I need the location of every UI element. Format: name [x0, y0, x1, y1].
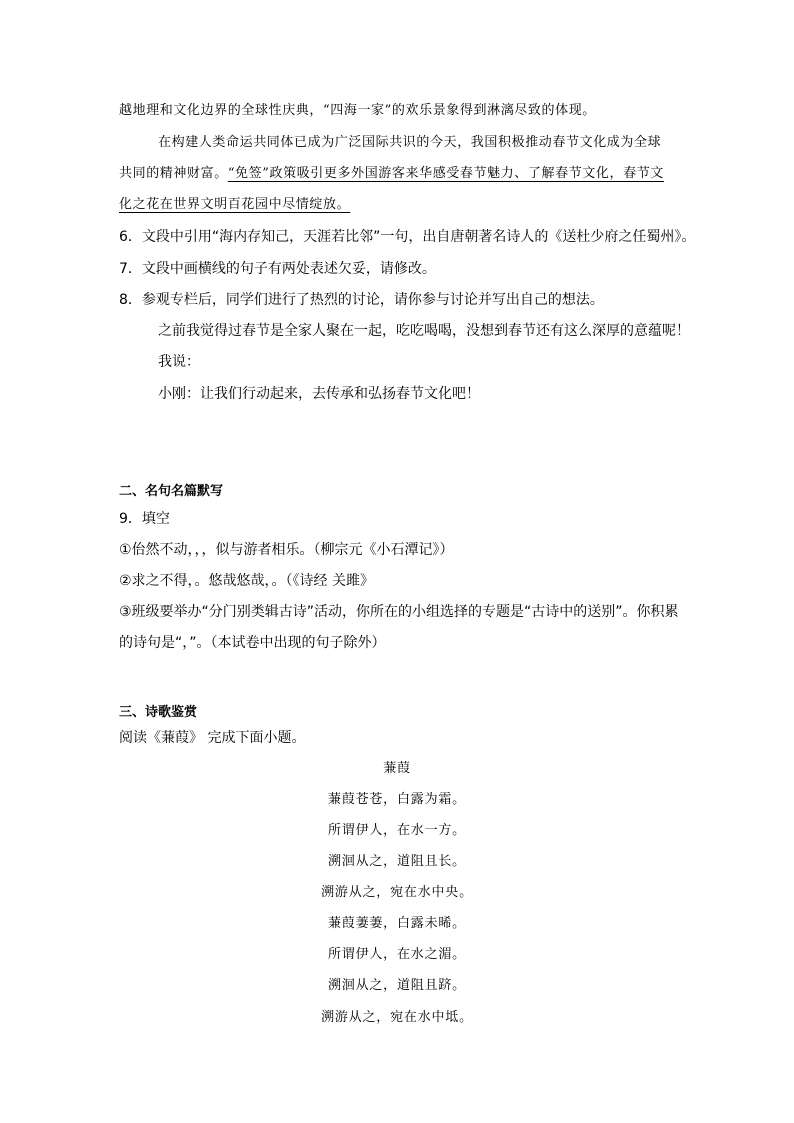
section-3-heading: 三、诗歌鉴赏 [119, 705, 198, 720]
fill-item-3-line-1: ③班级要举办“分门别类辑古诗”活动，你所在的小组选择的专题是“古诗中的送别”。你积累 [119, 604, 679, 620]
dialogue-line-1: 之前我觉得过春节是全家人聚在一起，吃吃喝喝，没想到春节还有这么深厚的意蕴呢！ [158, 323, 690, 339]
passage-line-3-plain: 共同的精神财富。 [119, 166, 228, 181]
underlined-sentence-part-2: 化之花在世界文明百花园中尽情绽放。 [119, 197, 351, 212]
poem-line: 所谓伊人，在水一方。 [327, 823, 466, 838]
passage-line-1: 越地理和文化边界的全球性庆典，“四海一家”的欢乐景象得到淋漓尽致的体现。 [119, 103, 596, 118]
fill-item-1: ①佁然不动，，，似与游者相乐。（柳宗元《小石潭记》） [119, 542, 454, 558]
fill-item-2: ②求之不得，。悠哉悠哉，。（《诗经 关雎》 [119, 573, 374, 589]
passage-line-2: 在构建人类命运共同体已成为广泛国际共识的今天，我国积极推动春节文化成为全球 [158, 135, 662, 150]
passage-line-3 [119, 167, 664, 180]
poem-line: 溯洄从之，道阻且长。 [327, 854, 466, 869]
section-2-heading: 二、名句名篇默写 [119, 484, 224, 499]
poem-line: 溯洄从之，道阻且跻。 [327, 978, 466, 993]
dialogue-line-3: 小刚：让我们行动起来，去传承和弘扬春节文化吧！ [158, 386, 480, 402]
dialogue-line-2: 我说： [158, 354, 200, 370]
reading-instruction: 阅读《蒹葭》 完成下面小题。 [119, 730, 306, 746]
question-6: 6．文段中引用“海内存知己，天涯若比邻”一句，出自唐朝著名诗人的《送杜少府之任蜀州》。 [119, 229, 696, 245]
poem-line: 溯游从之，宛在水中央。 [321, 885, 473, 900]
poem-line: 所谓伊人，在水之湄。 [327, 947, 466, 962]
question-9: 9．填空 [119, 511, 170, 527]
poem-line: 溯游从之，宛在水中坻。 [321, 1010, 473, 1025]
question-7: 7．文段中画横线的句子有两处表述欠妥，请修改。 [119, 261, 436, 277]
underlined-sentence-part-1: “免签”政策吸引更多外国游客来华感受春节魅力、了解春节文化，春节文 [227, 166, 664, 181]
fill-item-3-line-2: 的诗句是“，”。（本试卷中出现的句子除外） [119, 635, 386, 651]
poem-line: 蒹葭苍苍，白露为霜。 [327, 792, 466, 807]
poem-line: 蒹葭萋萋，白露未晞。 [327, 916, 466, 931]
question-8: 8．参观专栏后，同学们进行了热烈的讨论，请你参与讨论并写出自己的想法。 [119, 292, 604, 308]
poem-title: 蒹葭 [383, 761, 411, 776]
